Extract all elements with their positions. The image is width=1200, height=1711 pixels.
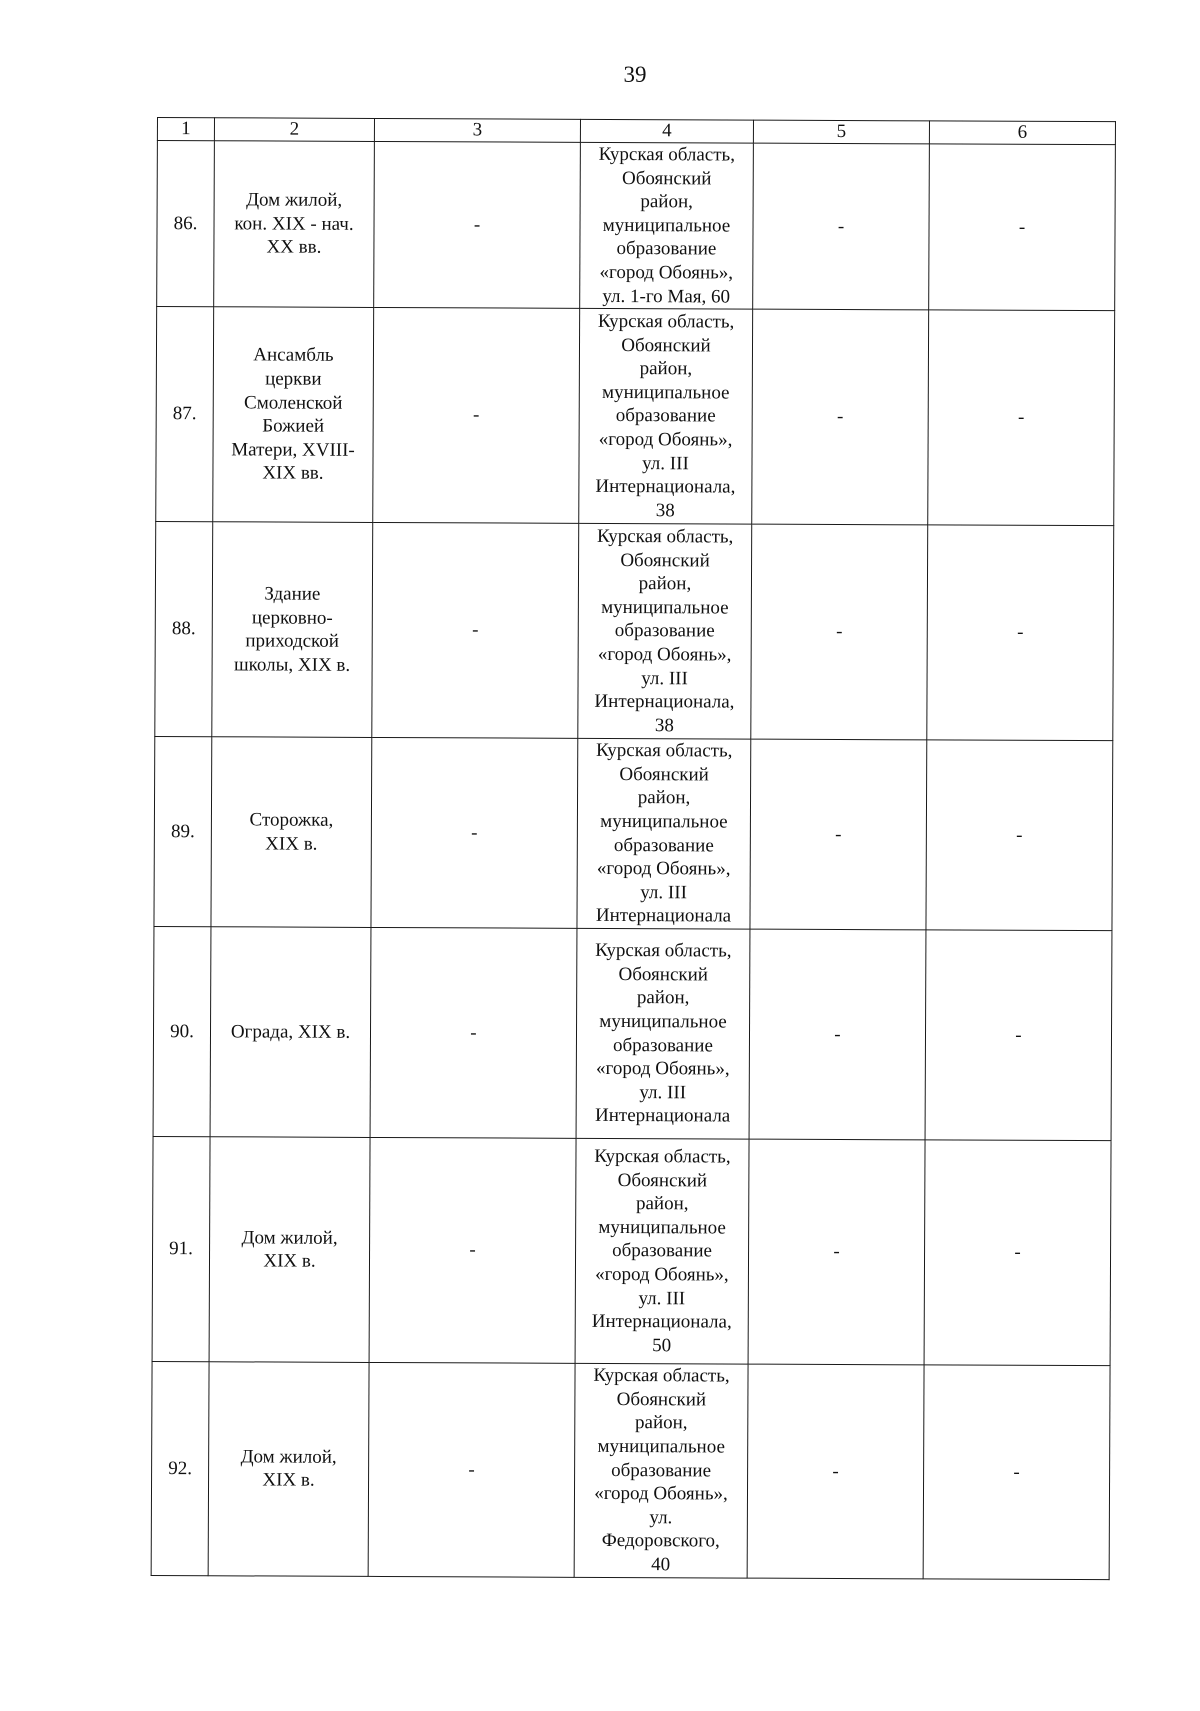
column-number-1: 1 (157, 118, 214, 141)
column-number-3: 3 (374, 118, 580, 142)
column-6-value: - (929, 144, 1116, 311)
object-name: Ограда, XIX в. (210, 927, 371, 1138)
page-number: 39 (623, 62, 647, 87)
column-6-value: - (924, 1140, 1111, 1366)
column-5-value: - (749, 929, 926, 1140)
object-address: Курская область, Обоянский район, муниципальное образование «город Обоянь», ул. Федоровского, 40 (574, 1363, 748, 1577)
object-name: Ансамбль церкви Смоленской Божией Матери, XVIII- XIX вв. (213, 307, 374, 523)
object-address: Курская область, Обоянский район, муниципальное образование «город Обоянь», ул. III Интернационала (577, 738, 751, 929)
row-number: 89. (154, 737, 212, 927)
object-name: Сторожка, XIX в. (211, 737, 372, 928)
column-6-value: - (928, 310, 1115, 526)
table-row (151, 1362, 1110, 1580)
table-row (154, 737, 1113, 931)
column-5-value: - (751, 524, 928, 740)
column-5-value: - (750, 739, 927, 930)
row-number: 86. (157, 141, 215, 307)
table-row (156, 307, 1115, 526)
row-number: 91. (152, 1137, 210, 1362)
column-3-value: - (369, 1138, 576, 1364)
row-number: 88. (155, 522, 213, 737)
column-3-value: - (373, 308, 580, 524)
column-3-value: - (371, 738, 578, 929)
column-6-value: - (925, 930, 1112, 1141)
column-5-value: - (747, 1364, 924, 1578)
table-row (155, 522, 1114, 741)
object-name: Дом жилой, XIX в. (208, 1362, 369, 1576)
column-number-5: 5 (753, 120, 929, 144)
column-6-value: - (923, 1365, 1110, 1579)
column-6-value: - (926, 740, 1113, 931)
object-address: Курская область, Обоянский район, муниципальное образование «город Обоянь», ул. III Интернационала, 38 (579, 309, 753, 525)
column-number-4: 4 (580, 119, 753, 143)
column-3-value: - (368, 1363, 575, 1577)
object-name: Дом жилой, кон. XIX - нач. XX вв. (214, 141, 375, 308)
object-address: Курская область, Обоянский район, муниципальное образование «город Обоянь», ул. III Интернационала, 38 (578, 524, 752, 740)
column-number-2: 2 (214, 118, 374, 142)
column-5-value: - (748, 1139, 925, 1365)
column-3-value: - (370, 928, 577, 1139)
row-number: 92. (151, 1362, 209, 1576)
object-name: Дом жилой, XIX в. (209, 1137, 370, 1363)
heritage-objects-table (151, 117, 1116, 1580)
column-5-value: - (752, 309, 929, 525)
table-row (153, 927, 1112, 1141)
column-3-value: - (372, 523, 579, 739)
column-number-6: 6 (929, 121, 1115, 145)
object-address: Курская область, Обоянский район, муниципальное образование «город Обоянь», ул. 1-го Мая, 60 (580, 142, 754, 309)
object-address: Курская область, Обоянский район, муниципальное образование «город Обоянь», ул. III Интернационала, 50 (575, 1138, 749, 1364)
table-row (152, 1137, 1111, 1366)
column-5-value: - (753, 143, 930, 310)
column-6-value: - (927, 525, 1114, 741)
column-3-value: - (374, 141, 581, 308)
row-number: 87. (156, 307, 214, 522)
table-row (157, 141, 1116, 311)
row-number: 90. (153, 927, 211, 1137)
object-name: Здание церковно- приходской школы, XIX в. (212, 522, 373, 738)
object-address: Курская область, Обоянский район, муниципальное образование «город Обоянь», ул. III Интернационала (576, 928, 750, 1139)
